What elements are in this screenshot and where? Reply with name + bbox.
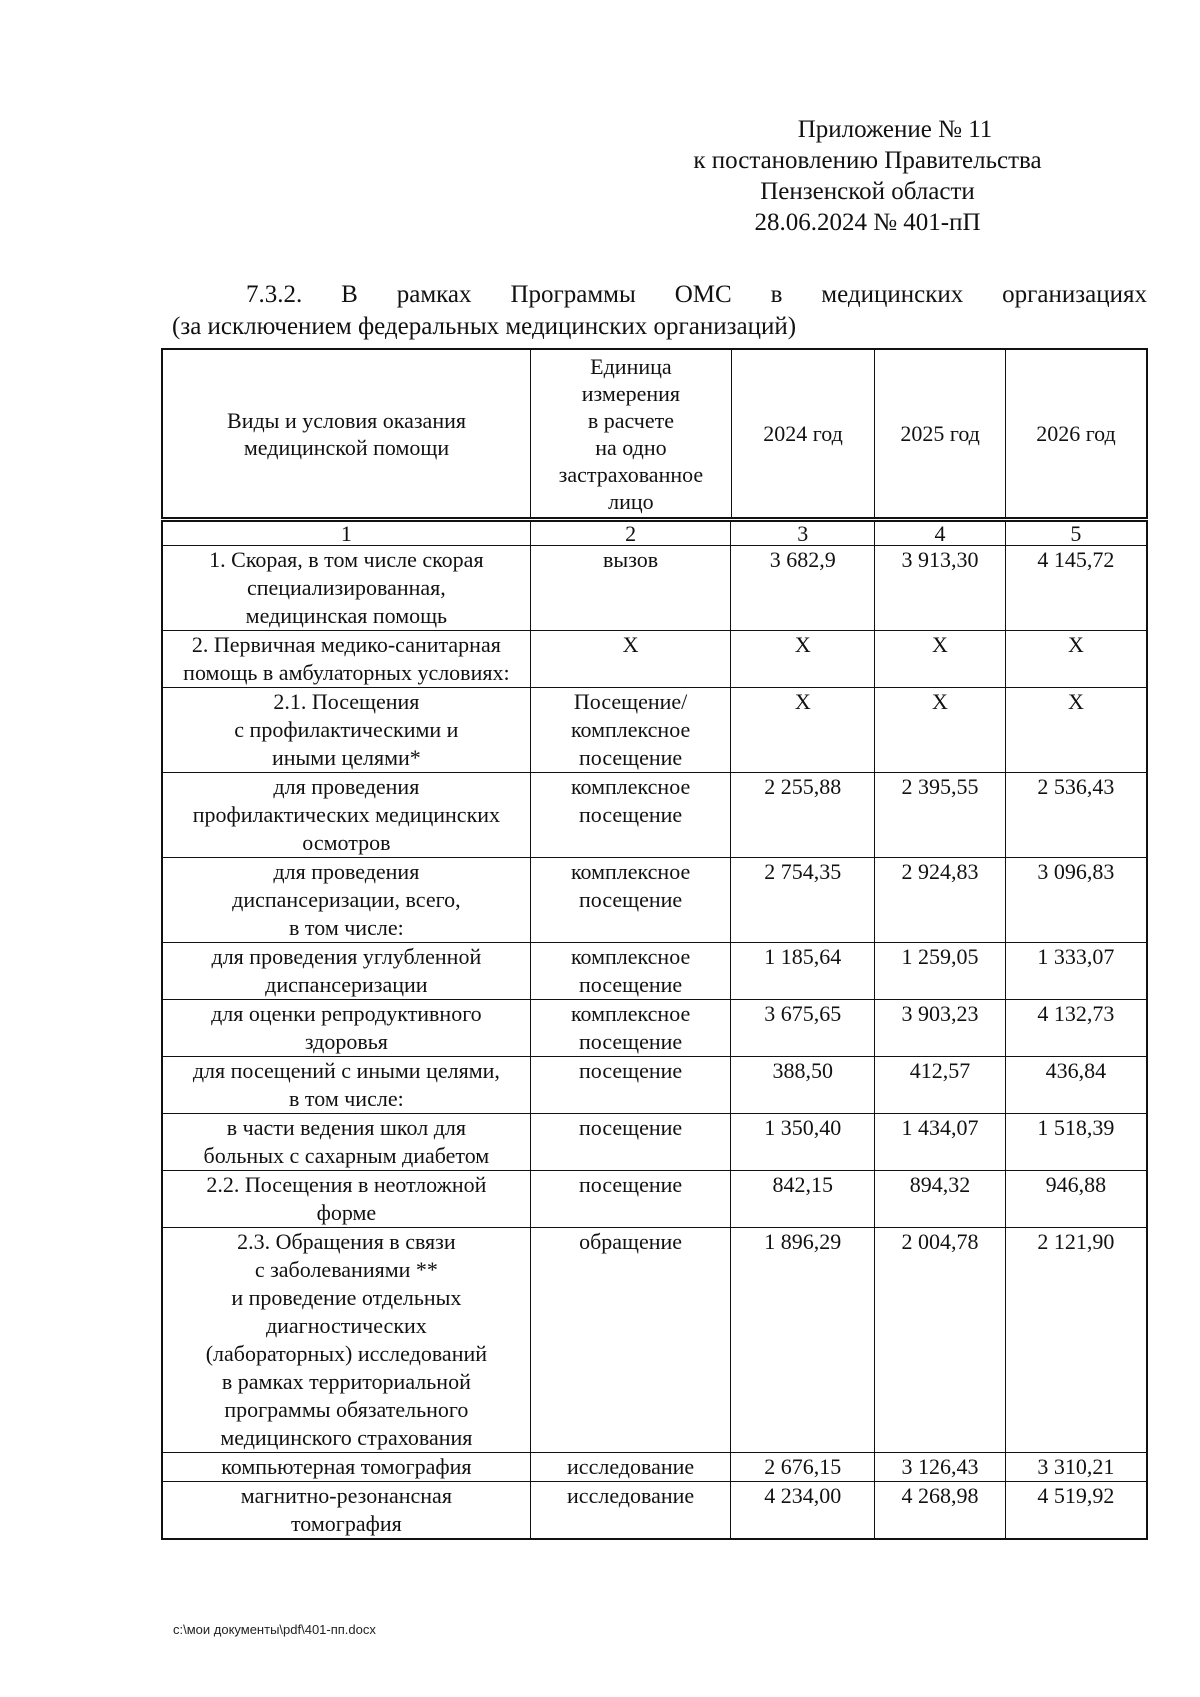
data-table: [161, 520, 1148, 1540]
unit-cell: [530, 1171, 731, 1228]
care-type-cell-line: диагностических: [265, 1313, 427, 1338]
value-cell-2024: Х: [731, 631, 875, 688]
value-cell-2026: Х: [1005, 688, 1147, 773]
heading-word: В: [341, 281, 358, 308]
header-year-2025: 2025 год: [875, 349, 1006, 518]
unit-cell: [530, 858, 731, 943]
unit-cell-line: посещение: [579, 1172, 683, 1197]
care-type-cell-line: здоровья: [304, 1029, 388, 1054]
care-type-cell: [162, 631, 530, 688]
care-type-cell-line: 1. Скорая, в том числе скорая: [209, 547, 484, 572]
section-heading-line1: [172, 279, 1147, 311]
value-cell-2025: 3 913,30: [875, 546, 1006, 631]
value-cell-2025: 1 434,07: [875, 1114, 1006, 1171]
table-header: [161, 348, 1148, 519]
value-cell-2024: 1 185,64: [731, 943, 875, 1000]
unit-cell: [530, 1114, 731, 1171]
value-cell-2024: 3 675,65: [731, 1000, 875, 1057]
section-heading-line2: (за исключением федеральных медицинских организаций): [172, 313, 797, 340]
unit-cell: [530, 546, 731, 631]
value-cell-2025: 2 395,55: [875, 773, 1006, 858]
care-type-cell: [162, 1000, 530, 1057]
table-row: [162, 1057, 1147, 1114]
unit-cell-line: комплексное: [570, 774, 691, 799]
care-type-cell-line: для проведения: [273, 774, 420, 799]
care-type-cell-line: для посещений с иными целями,: [192, 1058, 500, 1083]
care-type-cell-line: и проведение отдельных: [231, 1285, 462, 1310]
care-type-cell-line: в том числе:: [289, 915, 404, 940]
unit-cell-line: комплексное: [570, 944, 691, 969]
unit-cell-line: посещение: [579, 1029, 683, 1054]
unit-cell-line: комплексное: [570, 859, 691, 884]
value-cell-2026: 946,88: [1005, 1171, 1147, 1228]
table-row: [162, 943, 1147, 1000]
appendix-region-line: Пензенской области: [760, 178, 975, 205]
value-cell-2024: 1 350,40: [731, 1114, 875, 1171]
care-type-cell-line: для оценки репродуктивного: [211, 1001, 482, 1026]
care-type-cell-line: магнитно-резонансная: [240, 1483, 452, 1508]
unit-cell: [530, 1228, 731, 1453]
unit-cell-line: вызов: [603, 547, 659, 572]
header-type-of-care: Виды и условия оказания медицинской помощи: [162, 349, 531, 518]
value-cell-2025: 4 268,98: [875, 1482, 1006, 1540]
table-row: [162, 631, 1147, 688]
care-type-cell-line: осмотров: [302, 830, 391, 855]
care-type-cell-line: с заболеваниями **: [254, 1257, 438, 1282]
value-cell-2024: 388,50: [731, 1057, 875, 1114]
care-type-cell-line: (лабораторных) исследований: [205, 1341, 488, 1366]
column-numbering-row: [162, 521, 1147, 546]
table-row: [162, 1228, 1147, 1453]
unit-cell-line: посещение: [579, 887, 683, 912]
table-row: [162, 688, 1147, 773]
care-type-cell-line: с профилактическими и: [234, 717, 459, 742]
table-row: [162, 546, 1147, 631]
care-type-cell-line: для проведения углубленной: [211, 944, 482, 969]
care-type-cell-line: помощь в амбулаторных условиях:: [183, 660, 510, 685]
column-number: 5: [1005, 521, 1147, 546]
unit-cell-line: посещение: [579, 1115, 683, 1140]
unit-cell-line: посещение: [579, 972, 683, 997]
header-unit-line: на одно: [595, 434, 667, 460]
column-number: 3: [731, 521, 875, 546]
care-type-cell-line: медицинская помощь: [245, 603, 448, 628]
header-year-2026: 2026 год: [1005, 349, 1147, 518]
file-path-footer: c:\мои документы\pdf\401-пп.docx: [173, 1622, 376, 1637]
care-type-cell-line: 2. Первичная медико-санитарная: [191, 632, 501, 657]
value-cell-2024: 2 754,35: [731, 858, 875, 943]
care-type-cell-line: 2.2. Посещения в неотложной: [206, 1172, 487, 1197]
appendix-date-number: 28.06.2024 № 401-пП: [754, 209, 981, 236]
value-cell-2026: 1 518,39: [1005, 1114, 1147, 1171]
header-unit-line: измерения: [581, 380, 681, 406]
value-cell-2024: 2 676,15: [731, 1453, 875, 1482]
column-number: 4: [875, 521, 1006, 546]
value-cell-2026: 4 145,72: [1005, 546, 1147, 631]
care-type-cell: [162, 773, 530, 858]
value-cell-2026: 4 519,92: [1005, 1482, 1147, 1540]
value-cell-2025: 894,32: [875, 1171, 1006, 1228]
care-type-cell-line: для проведения: [273, 859, 420, 884]
care-type-cell-line: томография: [290, 1511, 402, 1536]
header-unit: [531, 349, 732, 518]
care-type-cell: [162, 1228, 530, 1453]
unit-cell-line: исследование: [567, 1483, 695, 1508]
value-cell-2024: 2 255,88: [731, 773, 875, 858]
unit-cell-line: комплексное: [570, 717, 691, 742]
appendix-block: [693, 114, 1200, 238]
value-cell-2024: 4 234,00: [731, 1482, 875, 1540]
unit-cell-line: посещение: [579, 802, 683, 827]
header-unit-line: в расчете: [587, 407, 675, 433]
care-type-cell-line: больных с сахарным диабетом: [203, 1143, 490, 1168]
column-number: 2: [530, 521, 731, 546]
heading-word: ОМС: [674, 281, 732, 308]
value-cell-2024: 1 896,29: [731, 1228, 875, 1453]
table-row: [162, 1000, 1147, 1057]
care-type-cell: [162, 1482, 530, 1540]
unit-cell: [530, 631, 731, 688]
value-cell-2026: 4 132,73: [1005, 1000, 1147, 1057]
care-type-cell: [162, 546, 530, 631]
care-type-cell-line: в части ведения школ для: [226, 1115, 466, 1140]
care-type-cell: [162, 1114, 530, 1171]
header-year-2024: 2024 год: [731, 349, 875, 518]
care-type-cell: [162, 1057, 530, 1114]
heading-word: организациях: [1002, 281, 1147, 308]
unit-cell-line: Х: [622, 632, 639, 657]
unit-cell-line: посещение: [579, 1058, 683, 1083]
care-type-cell: [162, 1453, 530, 1482]
header-unit-line: лицо: [608, 488, 654, 514]
value-cell-2024: 3 682,9: [731, 546, 875, 631]
care-type-cell-line: компьютерная томография: [221, 1454, 472, 1479]
table-row: [162, 1482, 1147, 1540]
value-cell-2026: Х: [1005, 631, 1147, 688]
care-type-cell-line: 2.3. Обращения в связи: [237, 1229, 456, 1254]
value-cell-2026: 436,84: [1005, 1057, 1147, 1114]
appendix-number: Приложение № 11: [797, 116, 993, 143]
unit-cell: [530, 1453, 731, 1482]
unit-cell-line: Посещение/: [573, 689, 688, 714]
unit-cell: [530, 1000, 731, 1057]
value-cell-2026: 3 310,21: [1005, 1453, 1147, 1482]
section-heading: [172, 279, 1147, 343]
value-cell-2026: 3 096,83: [1005, 858, 1147, 943]
value-cell-2024: Х: [731, 688, 875, 773]
value-cell-2024: 842,15: [731, 1171, 875, 1228]
unit-cell-line: комплексное: [570, 1001, 691, 1026]
unit-cell: [530, 688, 731, 773]
care-type-cell-line: профилактических медицинских: [192, 802, 501, 827]
heading-word: Программы: [510, 281, 636, 308]
care-type-cell-line: форме: [316, 1200, 377, 1225]
table-row: [162, 1171, 1147, 1228]
header-unit-line: Единица: [590, 353, 672, 379]
value-cell-2025: 412,57: [875, 1057, 1006, 1114]
care-type-cell-line: диспансеризации, всего,: [232, 887, 461, 912]
care-type-cell: [162, 943, 530, 1000]
table-row: [162, 858, 1147, 943]
unit-cell: [530, 1057, 731, 1114]
header-unit-line: застрахованное: [558, 461, 704, 487]
unit-cell: [530, 773, 731, 858]
care-type-cell-line: специализированная,: [246, 575, 446, 600]
value-cell-2025: 2 924,83: [875, 858, 1006, 943]
care-type-cell: [162, 688, 530, 773]
care-type-cell-line: в том числе:: [289, 1086, 404, 1111]
heading-word: 7.3.2.: [246, 281, 303, 308]
value-cell-2025: Х: [875, 688, 1006, 773]
value-cell-2026: 2 121,90: [1005, 1228, 1147, 1453]
heading-word: в: [770, 281, 783, 308]
table-row: [162, 1453, 1147, 1482]
value-cell-2025: 2 004,78: [875, 1228, 1006, 1453]
value-cell-2026: 2 536,43: [1005, 773, 1147, 858]
care-type-cell: [162, 1171, 530, 1228]
unit-cell: [530, 1482, 731, 1540]
table-row: [162, 1114, 1147, 1171]
heading-word: рамках: [396, 281, 472, 308]
appendix-resolution-line: к постановлению Правительства: [693, 147, 1042, 174]
value-cell-2025: 1 259,05: [875, 943, 1006, 1000]
heading-word: медицинских: [821, 281, 964, 308]
unit-cell-line: посещение: [579, 745, 683, 770]
care-type-cell-line: диспансеризации: [265, 972, 428, 997]
value-cell-2025: 3 126,43: [875, 1453, 1006, 1482]
care-type-cell: [162, 858, 530, 943]
value-cell-2026: 1 333,07: [1005, 943, 1147, 1000]
care-type-cell-line: 2.1. Посещения: [273, 689, 420, 714]
care-type-cell-line: программы обязательного: [224, 1397, 469, 1422]
care-type-cell-line: иными целями*: [271, 745, 421, 770]
care-type-cell-line: в рамках территориальной: [221, 1369, 471, 1394]
table-row: [162, 773, 1147, 858]
care-type-cell-line: медицинского страхования: [220, 1425, 473, 1450]
unit-cell: [530, 943, 731, 1000]
unit-cell-line: обращение: [579, 1229, 683, 1254]
value-cell-2025: 3 903,23: [875, 1000, 1006, 1057]
column-number: 1: [162, 521, 530, 546]
value-cell-2025: Х: [875, 631, 1006, 688]
unit-cell-line: исследование: [567, 1454, 695, 1479]
